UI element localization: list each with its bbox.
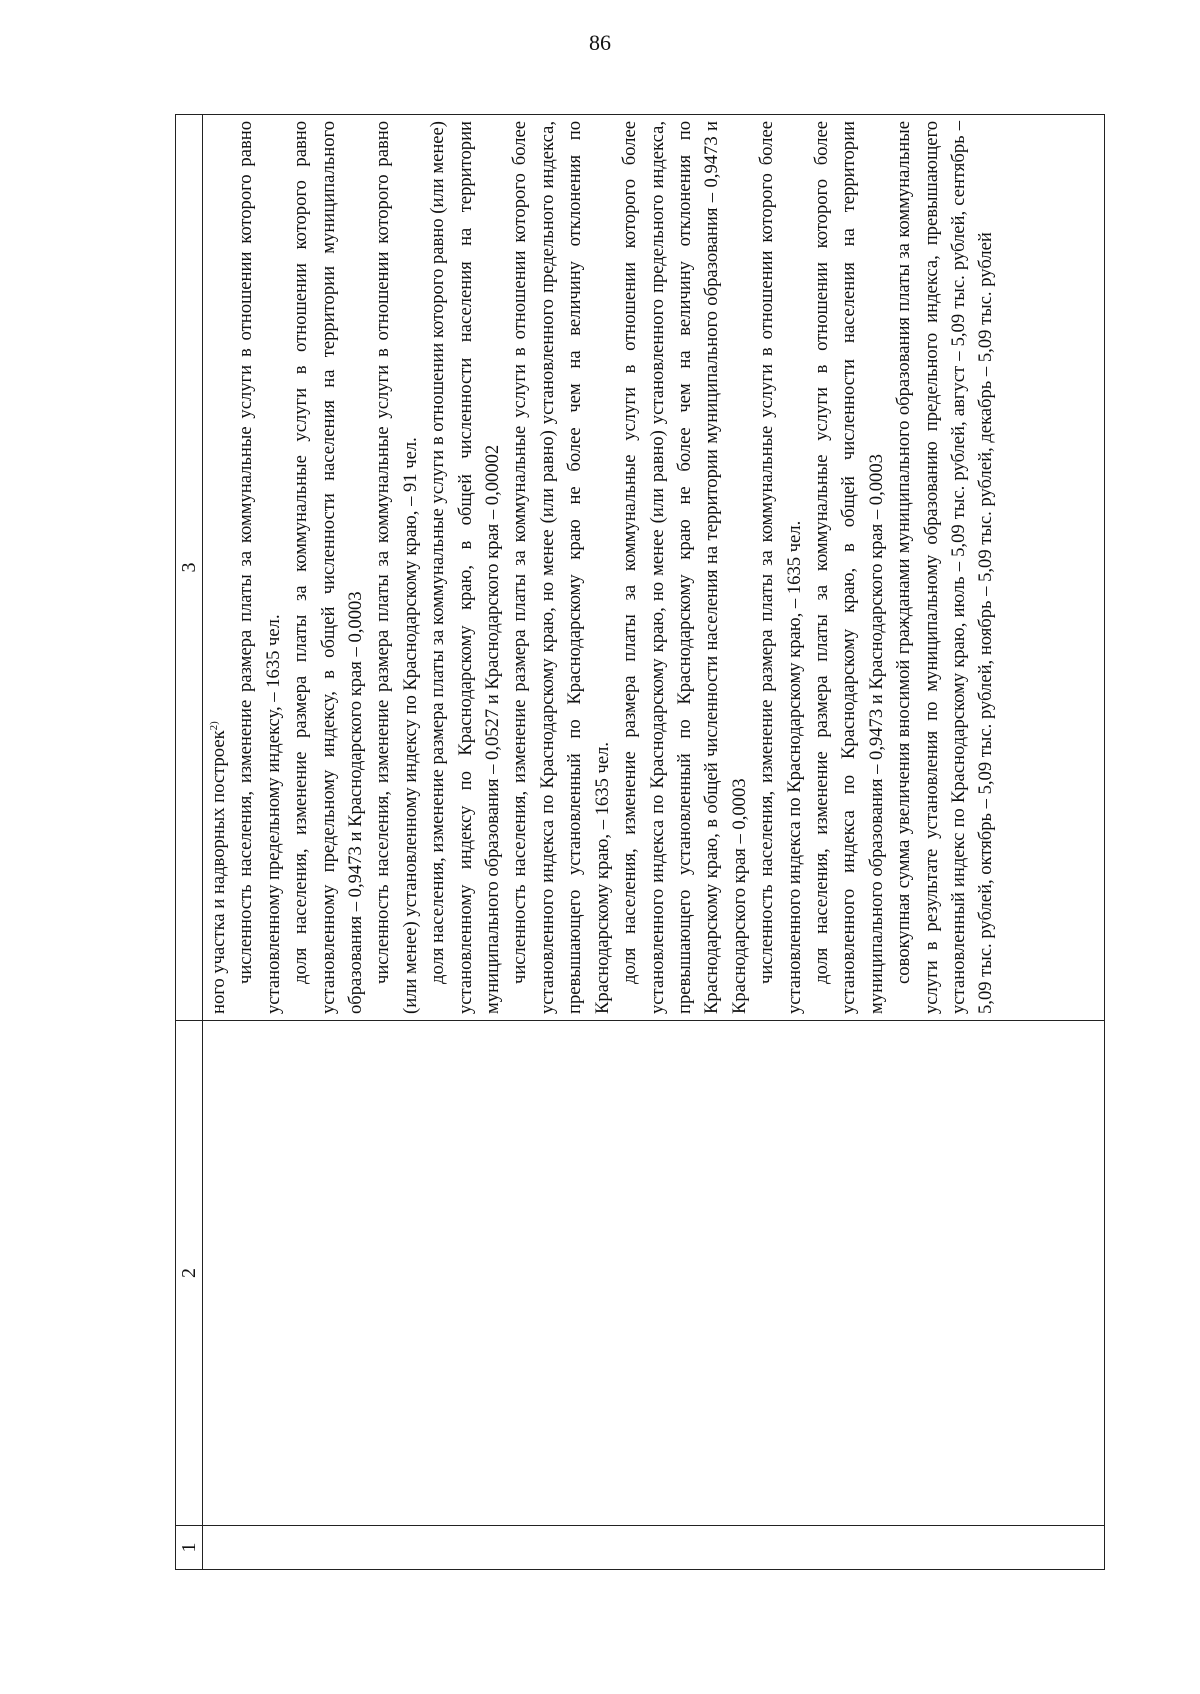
paragraph: численность населения, изменение размера платы за коммунальные услуги в отношении которого более установленного индекса по Краснодарскому краю, но менее (или равно) установленного предельного индекса, превышающего установленный по Краснодарскому краю не более чем на величину отклонения по Краснодарскому краю, – 1635 чел.: [509, 121, 613, 1014]
table-header-row: [176, 115, 203, 1570]
table-row: [203, 115, 1105, 1570]
rotated-table-frame: [175, 115, 1105, 1570]
paragraph-lead: [205, 121, 232, 1014]
footnote-mark: 2): [207, 721, 220, 731]
paragraph: численность населения, изменение размера платы за коммунальные услуги в отношении которого равно установленному предельному индексу, – 1635 чел.: [235, 121, 284, 1014]
cell-col-2: [203, 1021, 1105, 1526]
rotated-table-container: [175, 115, 1105, 1570]
paragraph: доля населения, изменение размера платы за коммунальные услуги в отношении которого равно установленному предельному индексу, в общей численности населения на территории муниципального образования – 0,9473 и Краснодарского края – 0,0003: [290, 121, 367, 1014]
paragraph: доля населения, изменение размера платы за коммунальные услуги в отношении которого более установленного индекса по Краснодарскому краю, в общей численности населения на территории муниципального образования – 0,9473 и Краснодарского края – 0,0003: [810, 121, 887, 1014]
paragraph: доля населения, изменение размера платы за коммунальные услуги в отношении которого более установленного индекса по Краснодарскому краю, но менее (или равно) установленного предельного индекса, превышающего установленный по Краснодарскому краю не более чем на величину отклонения по Краснодарскому краю, в общей численности населения на территории муниципального образования – 0,9473 и Краснодарского края – 0,0003: [619, 121, 750, 1014]
paragraph: численность населения, изменение размера платы за коммунальные услуги в отношении которого более установленного индекса по Краснодарскому краю, – 1635 чел.: [756, 121, 805, 1014]
column-header-3: 3: [176, 115, 203, 1021]
paragraph: совокупная сумма увеличения вносимой гражданами муниципального образования платы за коммунальные услуги в результате установления по муниципальному образованию предельного индекса, превышающего установленный индекс по Краснодарскому краю, июль – 5,09 тыс. рублей, август – 5,09 тыс. рублей, сентябрь – 5,09 тыс. рублей, октябрь – 5,09 тыс. рублей, ноябрь – 5,09 тыс. рублей, декабрь – 5,09 тыс. рублей: [893, 121, 997, 1014]
lead-text: ного участка и надворных построек: [208, 730, 229, 1014]
column-header-1: 1: [176, 1526, 203, 1570]
cell-col-1: [203, 1526, 1105, 1570]
cell-col-3: [203, 115, 1105, 1021]
page-number: 86: [589, 30, 611, 55]
column-header-2: 2: [176, 1021, 203, 1526]
paragraph: доля населения, изменение размера платы за коммунальные услуги в отношении которого равно (или менее) установленному индексу по Краснодарскому краю, в общей численности населения на территории муниципального образования – 0,0527 и Краснодарского края – 0,00002: [427, 121, 504, 1014]
data-table: [175, 114, 1105, 1570]
paragraph: численность населения, изменение размера платы за коммунальные услуги в отношении которого равно (или менее) установленному индексу по Краснодарскому краю, – 91 чел.: [372, 121, 421, 1014]
